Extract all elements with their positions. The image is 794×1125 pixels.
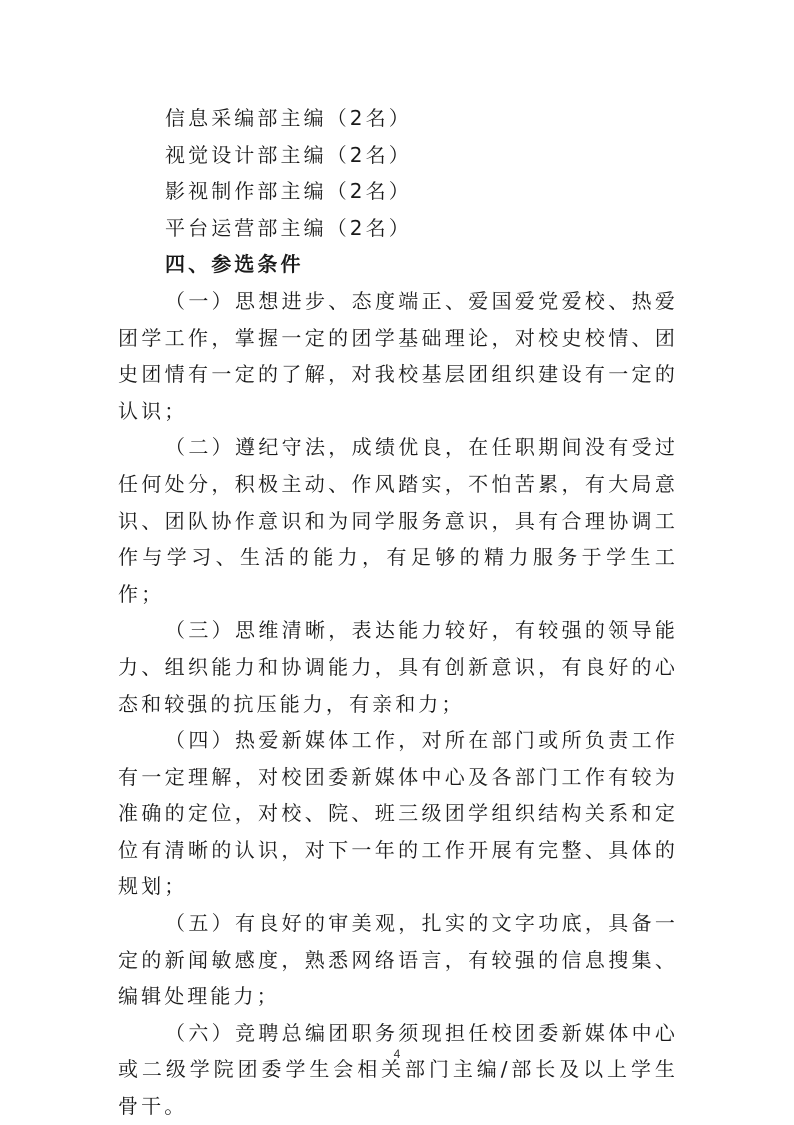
position-item-platform-operation: 平台运营部主编（2名） [165,215,412,240]
condition-paragraph-5: （五）有良好的审美观，扎实的文字功底，具备一定的新闻敏感度，熟悉网络语言，有较强的信息搜集、编辑处理能力； [118,911,678,1009]
condition-paragraph-1: （一）思想进步、态度端正、爱国爱党爱校、热爱团学工作，掌握一定的团学基础理论，对校史校情、团史团情有一定的了解，对我校基层团组织建设有一定的认识； [118,288,678,423]
position-item-video-production: 影视制作部主编（2名） [165,179,412,204]
condition-paragraph-3: （三）思维清晰，表达能力较好，有较强的领导能力、组织能力和协调能力，具有创新意识，有良好的心态和较强的抗压能力，有亲和力； [118,618,678,716]
condition-paragraph-4: （四）热爱新媒体工作，对所在部门或所负责工作有一定理解，对校团委新媒体中心及各部门工作有较为准确的定位，对校、院、班三级团学组织结构关系和定位有清晰的认识，对下一年的工作开展有完整、具体的规划； [118,728,678,899]
condition-paragraph-2: （二）遵纪守法，成绩优良，在任职期间没有受过任何处分，积极主动、作风踏实，不怕苦累，有大局意识、团队协作意识和为同学服务意识，具有合理协调工作与学习、生活的能力，有足够的精力服务于学生工作； [118,435,678,606]
document-body [118,100,678,1125]
position-item-visual-design: 视觉设计部主编（2名） [165,142,412,167]
section-heading: 四、参选条件 [165,252,304,277]
position-item-info-editing: 信息采编部主编（2名） [165,106,412,130]
condition-paragraph-6: （六）竞聘总编团职务须现担任校团委新媒体中心或二级学院团委学生会相关部门主编/部长及以上学生骨干。 [118,1020,678,1119]
page-number: 4 [393,1047,401,1061]
